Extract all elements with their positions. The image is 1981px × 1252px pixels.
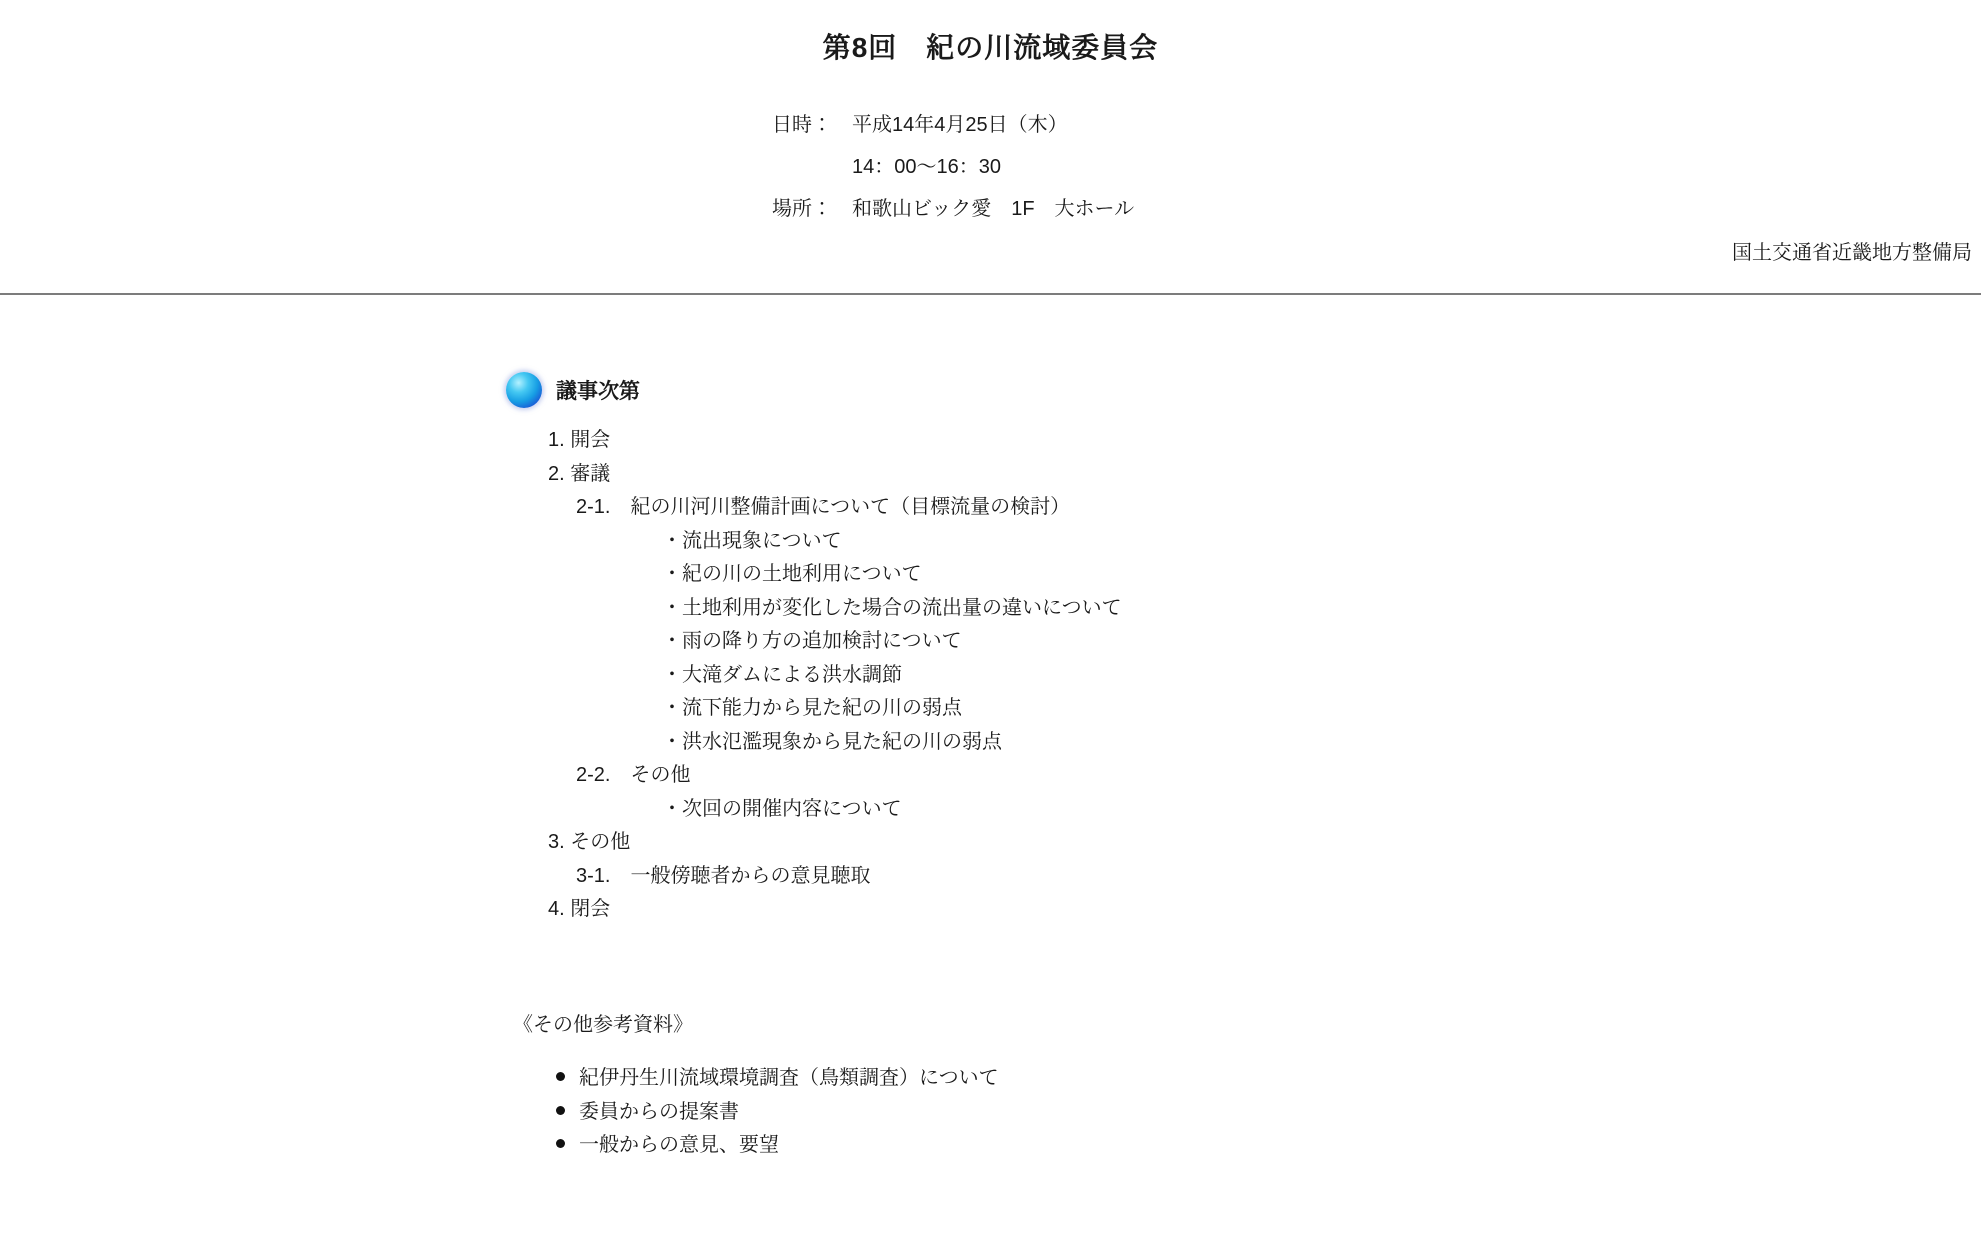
- time-value: 14：00～16：30: [852, 156, 1001, 178]
- agenda-item: 1. 開会: [548, 429, 611, 451]
- agenda-item: 4. 閉会: [548, 898, 611, 920]
- list-item-label: 一般からの意見、要望: [579, 1134, 779, 1156]
- agenda-item: ・次回の開催内容について: [662, 797, 902, 820]
- list-item: [556, 1096, 999, 1130]
- agenda-heading: [506, 372, 640, 408]
- agenda-item: ・流出現象について: [662, 529, 842, 552]
- agenda-item: 2. 審議: [548, 462, 611, 485]
- datetime-value: 平成14年4月25日（木）: [852, 114, 1068, 136]
- list-item-label: 委員からの提案書: [579, 1100, 739, 1123]
- reference-heading: 《その他参考資料》: [513, 1014, 693, 1036]
- datetime-label: 日時：: [772, 114, 832, 136]
- page-title: 第8回 紀の川流域委員会: [822, 32, 1159, 63]
- blue-sphere-bullet-icon: [506, 372, 542, 408]
- agenda-item: 2-1. 紀の川河川整備計画について（目標流量の検討）: [576, 496, 1071, 518]
- agenda-item: 3-1. 一般傍聴者からの意見聴取: [576, 864, 871, 887]
- list-item: [556, 1062, 999, 1096]
- agenda-item: ・雨の降り方の追加検討について: [662, 630, 962, 652]
- agenda-list: [0, 424, 1122, 927]
- list-item: [556, 1129, 999, 1163]
- agenda-item: ・土地利用が変化した場合の流出量の違いについて: [662, 596, 1122, 619]
- bullet-dot-icon: [556, 1072, 565, 1081]
- organization-name: 国土交通省近畿地方整備局: [1732, 242, 1972, 264]
- reference-list: [556, 1062, 999, 1163]
- agenda-heading-label: 議事次第: [556, 380, 640, 403]
- agenda-item: ・紀の川の土地利用について: [662, 563, 922, 585]
- bullet-dot-icon: [556, 1139, 565, 1148]
- place-value: 和歌山ビック愛 1F 大ホール: [852, 198, 1135, 220]
- list-item-label: 紀伊丹生川流域環境調査（鳥類調査）について: [579, 1067, 999, 1089]
- bullet-dot-icon: [556, 1106, 565, 1115]
- horizontal-divider: [0, 293, 1981, 295]
- agenda-item: 3. その他: [548, 831, 631, 853]
- agenda-item: ・流下能力から見た紀の川の弱点: [662, 697, 962, 719]
- agenda-item: ・大滝ダムによる洪水調節: [662, 663, 902, 686]
- agenda-item: ・洪水氾濫現象から見た紀の川の弱点: [662, 730, 1002, 753]
- agenda-item: 2-2. その他: [576, 764, 691, 786]
- place-label: 場所：: [772, 198, 832, 220]
